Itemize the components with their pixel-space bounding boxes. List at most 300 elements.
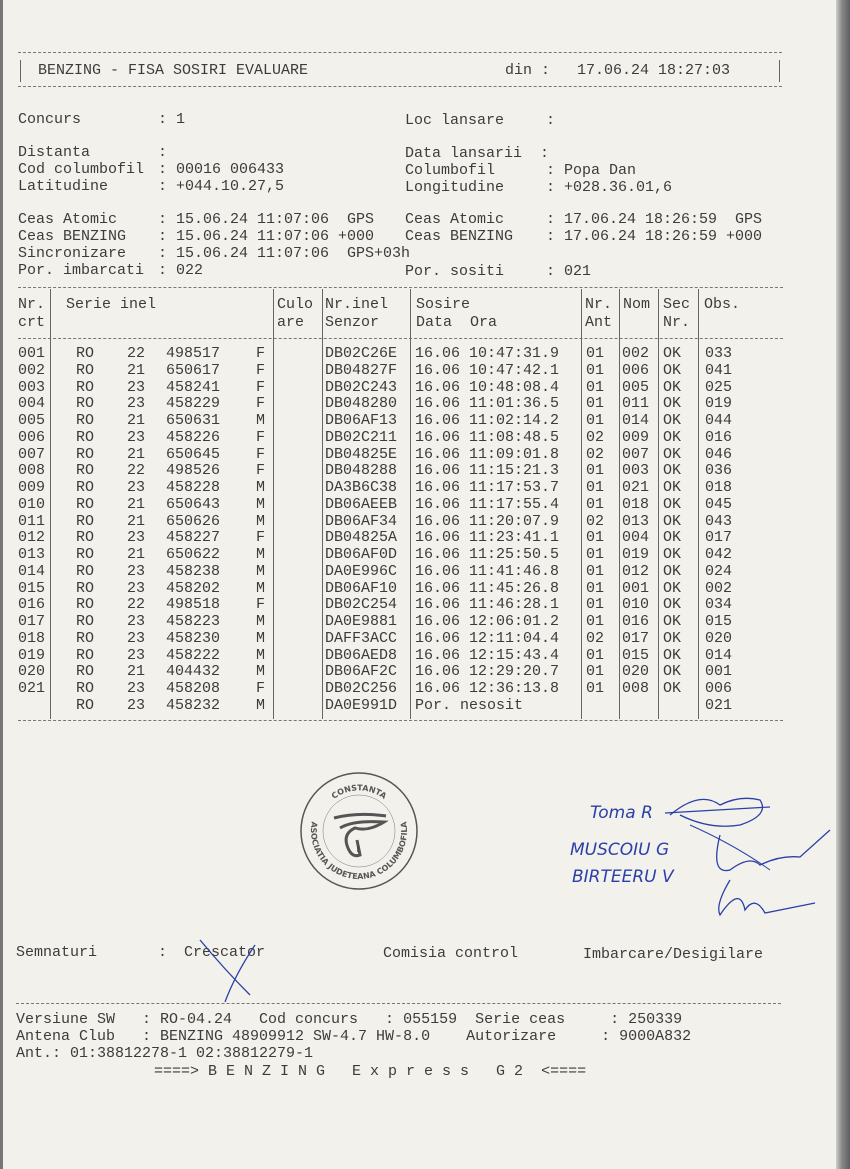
cell-sex: M bbox=[256, 646, 266, 664]
cell-nr: 014 bbox=[18, 562, 46, 580]
cell-sosire: 16.06 11:20:07.9 bbox=[415, 512, 560, 530]
cell-sosire: 16.06 11:25:50.5 bbox=[415, 546, 560, 563]
table-row bbox=[0, 614, 836, 630]
cell-nr: 009 bbox=[18, 479, 46, 496]
cell-sosire: 16.06 11:15:21.3 bbox=[415, 462, 560, 480]
cell-inel: 458223 bbox=[166, 613, 221, 630]
cell-senzor: DB06AEEB bbox=[325, 495, 398, 513]
cell-inel: 650631 bbox=[166, 412, 221, 429]
ceas-atomic-start-value: : 15.06.24 11:07:06 GPS bbox=[158, 211, 375, 228]
cell-tara: RO bbox=[76, 596, 95, 614]
cell-tara: RO bbox=[76, 495, 95, 513]
header-sosire: Sosire bbox=[416, 296, 471, 313]
cell-ant: 02 bbox=[586, 445, 605, 463]
cell-nom: 009 bbox=[622, 428, 650, 446]
cell-sec: OK bbox=[663, 646, 682, 664]
cell-nr: 005 bbox=[18, 412, 46, 429]
table-row bbox=[0, 514, 836, 530]
cell-nom: 011 bbox=[622, 395, 650, 413]
cell-senzor: DB048280 bbox=[325, 395, 398, 413]
loc-lansare-label: Loc lansare bbox=[405, 112, 505, 129]
table-row bbox=[0, 363, 836, 379]
footer-antena: Antena Club : BENZING 48909912 SW-4.7 HW-8.0 Autorizare : 9000A832 bbox=[16, 1028, 692, 1045]
header-senzor: Senzor bbox=[325, 314, 380, 331]
signature-name-1: Toma R bbox=[590, 803, 653, 823]
stamp-top-text: CONSTANTA bbox=[329, 783, 389, 801]
cod-columbofil-value: : 00016 006433 bbox=[158, 161, 285, 178]
cell-sex: M bbox=[256, 696, 266, 714]
scan-edge-right bbox=[836, 0, 850, 1169]
cell-an: 23 bbox=[127, 579, 146, 597]
cell-nom: 002 bbox=[622, 345, 650, 362]
header-border-top bbox=[18, 52, 782, 53]
footer-versiune: Versiune SW : RO-04.24 Cod concurs : 055159 Serie ceas : 250339 bbox=[16, 1011, 683, 1028]
cell-nr: 012 bbox=[18, 529, 46, 547]
cell-an: 21 bbox=[127, 512, 146, 530]
cell-an: 21 bbox=[127, 546, 146, 563]
cell-ant: 01 bbox=[586, 462, 605, 480]
table-header-divider bbox=[18, 338, 783, 339]
cell-sex: F bbox=[256, 462, 266, 480]
cell-an: 21 bbox=[127, 361, 146, 379]
cell-ant: 01 bbox=[586, 495, 605, 513]
cell-sec: OK bbox=[663, 579, 682, 597]
cell-senzor: DA3B6C38 bbox=[325, 479, 398, 496]
ceas-benzing-end-label: Ceas BENZING bbox=[405, 228, 514, 245]
cell-inel: 458227 bbox=[166, 529, 221, 547]
cell-obs: 002 bbox=[705, 579, 733, 597]
cell-sosire: 16.06 12:15:43.4 bbox=[415, 646, 560, 664]
print-date-label: din : bbox=[505, 62, 551, 79]
cell-sosire: 16.06 10:47:31.9 bbox=[415, 345, 560, 362]
columbofil-value: : Popa Dan bbox=[546, 162, 637, 179]
header-ant: Ant bbox=[585, 314, 613, 331]
cell-nr: 006 bbox=[18, 428, 46, 446]
ceas-benzing-end-value: : 17.06.24 18:26:59 +000 bbox=[546, 228, 763, 245]
cell-nom: 010 bbox=[622, 596, 650, 614]
semnaturi-label: Semnaturi bbox=[16, 944, 98, 961]
cell-sec: OK bbox=[663, 629, 682, 647]
cell-nom: 003 bbox=[622, 462, 650, 480]
cell-sosire: 16.06 11:46:28.1 bbox=[415, 596, 560, 614]
cell-inel: 498517 bbox=[166, 345, 221, 362]
ceas-benzing-start-label: Ceas BENZING bbox=[18, 228, 127, 245]
cell-sec: OK bbox=[663, 529, 682, 547]
comisia-control-label: Comisia control bbox=[383, 945, 519, 962]
cell-inel: 650645 bbox=[166, 445, 221, 463]
cell-ant: 01 bbox=[586, 361, 605, 379]
cell-sex: F bbox=[256, 345, 266, 362]
cell-ant: 01 bbox=[586, 663, 605, 681]
cell-sosire: 16.06 11:02:14.2 bbox=[415, 412, 560, 429]
cell-sex: M bbox=[256, 495, 266, 513]
cell-inel: 458202 bbox=[166, 579, 221, 597]
header-data-ora: Data Ora bbox=[416, 314, 498, 331]
cell-an: 23 bbox=[127, 562, 146, 580]
cell-tara: RO bbox=[76, 562, 95, 580]
cell-sec: OK bbox=[663, 445, 682, 463]
cell-tara: RO bbox=[76, 646, 95, 664]
sincronizare-value: : 15.06.24 11:07:06 GPS+03h bbox=[158, 245, 411, 262]
crescator-label: Crescator bbox=[184, 944, 266, 961]
header-sec-nr: Nr. bbox=[663, 314, 691, 331]
signature-scribbles bbox=[570, 785, 840, 935]
footer-divider bbox=[16, 1003, 781, 1004]
cell-obs: 043 bbox=[705, 512, 733, 530]
cell-tara: RO bbox=[76, 629, 95, 647]
svg-text:CONSTANTA bbox=[330, 783, 389, 801]
cell-ant: 01 bbox=[586, 546, 605, 563]
cell-obs: 014 bbox=[705, 646, 733, 664]
cell-nom: 014 bbox=[622, 412, 650, 429]
cell-sex: F bbox=[256, 596, 266, 614]
data-lansarii-label: Data lansarii bbox=[405, 145, 523, 162]
cell-sosire: 16.06 12:11:04.4 bbox=[415, 629, 560, 647]
cell-sec: OK bbox=[663, 663, 682, 681]
cell-an: 23 bbox=[127, 479, 146, 496]
table-row bbox=[0, 380, 836, 396]
table-row bbox=[0, 463, 836, 479]
cell-sosire: 16.06 11:17:55.4 bbox=[415, 495, 560, 513]
cell-an: 23 bbox=[127, 629, 146, 647]
cell-an: 23 bbox=[127, 646, 146, 664]
cell-an: 23 bbox=[127, 696, 146, 714]
signature-name-2: MUSCOIU G bbox=[570, 840, 670, 860]
cell-sosire: 16.06 11:01:36.5 bbox=[415, 395, 560, 413]
cell-tara: RO bbox=[76, 428, 95, 446]
table-row bbox=[0, 664, 836, 680]
distanta-label: Distanta bbox=[18, 144, 91, 161]
cell-obs: 042 bbox=[705, 546, 733, 563]
cell-sosire: 16.06 12:29:20.7 bbox=[415, 663, 560, 681]
cell-sec: OK bbox=[663, 378, 682, 396]
longitudine-label: Longitudine bbox=[405, 179, 505, 196]
longitudine-value: : +028.36.01,6 bbox=[546, 179, 673, 196]
cell-nom: 001 bbox=[622, 579, 650, 597]
cell-ant: 02 bbox=[586, 629, 605, 647]
cell-nom: 017 bbox=[622, 629, 650, 647]
sincronizare-label: Sincronizare bbox=[18, 245, 127, 262]
cell-an: 21 bbox=[127, 495, 146, 513]
cell-sosire: 16.06 10:47:42.1 bbox=[415, 361, 560, 379]
cell-obs: 034 bbox=[705, 596, 733, 614]
cell-ant: 01 bbox=[586, 579, 605, 597]
cell-sex: F bbox=[256, 361, 266, 379]
cell-nr: 011 bbox=[18, 512, 46, 530]
cell-nr: 007 bbox=[18, 445, 46, 463]
cell-sec: OK bbox=[663, 613, 682, 630]
imbarcare-label: Imbarcare/Desigilare bbox=[583, 946, 764, 963]
cell-an: 23 bbox=[127, 428, 146, 446]
cell-ant: 01 bbox=[586, 378, 605, 396]
cell-sosire: 16.06 11:17:53.7 bbox=[415, 479, 560, 496]
cell-sec: OK bbox=[663, 361, 682, 379]
cell-nr: 001 bbox=[18, 345, 46, 362]
cell-ant: 01 bbox=[586, 345, 605, 362]
cell-sec: OK bbox=[663, 345, 682, 362]
commission-signatures bbox=[570, 785, 840, 935]
latitudine-value: : +044.10.27,5 bbox=[158, 178, 285, 195]
cell-sec: OK bbox=[663, 479, 682, 496]
cell-senzor: DB02C26E bbox=[325, 345, 398, 362]
cell-tara: RO bbox=[76, 529, 95, 547]
distanta-value: : bbox=[158, 144, 168, 161]
concurs-value: : 1 bbox=[158, 111, 186, 128]
cell-inel: 650643 bbox=[166, 495, 221, 513]
cell-nr: 018 bbox=[18, 629, 46, 647]
cell-an: 23 bbox=[127, 680, 146, 697]
cell-tara: RO bbox=[76, 361, 95, 379]
cell-sec: OK bbox=[663, 546, 682, 563]
cell-tara: RO bbox=[76, 462, 95, 480]
cell-senzor: DB04825A bbox=[325, 529, 398, 547]
header-nr-inel: Nr.inel bbox=[325, 296, 389, 313]
cell-sex: M bbox=[256, 663, 266, 681]
cell-sex: M bbox=[256, 412, 266, 429]
cell-tara: RO bbox=[76, 345, 95, 362]
cell-tara: RO bbox=[76, 696, 95, 714]
table-border-top bbox=[18, 287, 783, 288]
cell-an: 21 bbox=[127, 663, 146, 681]
cell-senzor: DB06AF10 bbox=[325, 579, 398, 597]
cell-sex: M bbox=[256, 629, 266, 647]
cell-nr: 002 bbox=[18, 361, 46, 379]
cell-inel: 458238 bbox=[166, 562, 221, 580]
cell-sec: OK bbox=[663, 412, 682, 429]
cell-nom: 013 bbox=[622, 512, 650, 530]
cell-sosire: 16.06 12:36:13.8 bbox=[415, 680, 560, 697]
cell-inel: 458229 bbox=[166, 395, 221, 413]
cell-inel: 650626 bbox=[166, 512, 221, 530]
cell-nom: 016 bbox=[622, 613, 650, 630]
cell-senzor: DB048288 bbox=[325, 462, 398, 480]
cell-an: 22 bbox=[127, 596, 146, 614]
cell-nr: 004 bbox=[18, 395, 46, 413]
cell-an: 23 bbox=[127, 378, 146, 396]
table-row bbox=[0, 698, 836, 714]
cell-obs: 001 bbox=[705, 663, 733, 681]
cell-ant: 02 bbox=[586, 428, 605, 446]
cell-senzor: DA0E9881 bbox=[325, 613, 398, 630]
cell-nr: 019 bbox=[18, 646, 46, 664]
cell-obs: 046 bbox=[705, 445, 733, 463]
cell-senzor: DB06AF13 bbox=[325, 412, 398, 429]
cell-sec: OK bbox=[663, 395, 682, 413]
cell-senzor: DA0E996C bbox=[325, 562, 398, 580]
footer-brand: ====> B E N Z I N G E x p r e s s G 2 <==== bbox=[154, 1063, 587, 1080]
cell-sec: OK bbox=[663, 428, 682, 446]
cell-ant: 01 bbox=[586, 562, 605, 580]
cell-obs: 033 bbox=[705, 345, 733, 362]
cell-obs: 020 bbox=[705, 629, 733, 647]
footer-ant: Ant.: 01:38812278-1 02:38812279-1 bbox=[16, 1045, 314, 1062]
header-culo: Culo bbox=[277, 296, 314, 313]
cell-nom: 018 bbox=[622, 495, 650, 513]
cell-an: 23 bbox=[127, 395, 146, 413]
cell-inel: 458208 bbox=[166, 680, 221, 697]
cell-sosire: Por. nesosit bbox=[415, 696, 524, 714]
table-row bbox=[0, 346, 836, 362]
cell-nr: 017 bbox=[18, 613, 46, 630]
header-sec: Sec bbox=[663, 296, 691, 313]
cell-nom: 015 bbox=[622, 646, 650, 664]
cell-nom: 012 bbox=[622, 562, 650, 580]
cell-inel: 404432 bbox=[166, 663, 221, 681]
cell-senzor: DA0E991D bbox=[325, 696, 398, 714]
header-crt: crt bbox=[18, 314, 46, 331]
cell-senzor: DB02C243 bbox=[325, 378, 398, 396]
table-row bbox=[0, 547, 836, 563]
cell-ant: 01 bbox=[586, 479, 605, 496]
table-row bbox=[0, 430, 836, 446]
cell-nom: 007 bbox=[622, 445, 650, 463]
cell-an: 23 bbox=[127, 613, 146, 630]
header-border-bottom bbox=[18, 86, 782, 87]
cell-sosire: 16.06 11:23:41.1 bbox=[415, 529, 560, 547]
table-row bbox=[0, 564, 836, 580]
ceas-benzing-start-value: : 15.06.24 11:07:06 +000 bbox=[158, 228, 375, 245]
cell-senzor: DB04825E bbox=[325, 445, 398, 463]
ceas-atomic-end-value: : 17.06.24 18:26:59 GPS bbox=[546, 211, 763, 228]
cell-sosire: 16.06 11:41:46.8 bbox=[415, 562, 560, 580]
cell-ant: 01 bbox=[586, 596, 605, 614]
header-border-left bbox=[20, 60, 21, 82]
cell-an: 22 bbox=[127, 345, 146, 362]
cell-sec: OK bbox=[663, 462, 682, 480]
header-nr-ant: Nr. bbox=[585, 296, 613, 313]
cell-an: 21 bbox=[127, 445, 146, 463]
cell-inel: 458241 bbox=[166, 378, 221, 396]
cell-sex: M bbox=[256, 512, 266, 530]
cell-ant: 01 bbox=[586, 613, 605, 630]
cell-tara: RO bbox=[76, 680, 95, 697]
cell-an: 21 bbox=[127, 412, 146, 429]
header-are: are bbox=[277, 314, 305, 331]
cell-obs: 045 bbox=[705, 495, 733, 513]
cell-ant: 01 bbox=[586, 395, 605, 413]
ceas-atomic-end-label: Ceas Atomic bbox=[405, 211, 505, 228]
cell-inel: 650617 bbox=[166, 361, 221, 379]
cell-an: 23 bbox=[127, 529, 146, 547]
cell-sex: F bbox=[256, 680, 266, 697]
cell-sosire: 16.06 10:48:08.4 bbox=[415, 378, 560, 396]
cell-obs: 041 bbox=[705, 361, 733, 379]
cell-nr: 015 bbox=[18, 579, 46, 597]
cell-tara: RO bbox=[76, 479, 95, 496]
cell-inel: 498518 bbox=[166, 596, 221, 614]
cod-columbofil-label: Cod columbofil bbox=[18, 161, 145, 178]
cell-ant: 01 bbox=[586, 680, 605, 697]
table-row bbox=[0, 597, 836, 613]
cell-sec: OK bbox=[663, 562, 682, 580]
cell-nom: 020 bbox=[622, 663, 650, 681]
cell-senzor: DB02C256 bbox=[325, 680, 398, 697]
cell-obs: 021 bbox=[705, 696, 733, 714]
document-title: BENZING - FISA SOSIRI EVALUARE bbox=[38, 62, 309, 79]
cell-nr: 016 bbox=[18, 596, 46, 614]
cell-nr: 008 bbox=[18, 462, 46, 480]
loc-lansare-value: : bbox=[546, 112, 556, 129]
cell-tara: RO bbox=[76, 512, 95, 530]
cell-sex: M bbox=[256, 613, 266, 630]
cell-obs: 025 bbox=[705, 378, 733, 396]
cell-obs: 036 bbox=[705, 462, 733, 480]
header-obs: Obs. bbox=[704, 296, 741, 313]
cell-ant: 02 bbox=[586, 512, 605, 530]
table-border-bottom bbox=[18, 720, 783, 721]
table-row bbox=[0, 480, 836, 496]
print-date-value: 17.06.24 18:27:03 bbox=[577, 62, 731, 79]
por-imbarcati-value: : 022 bbox=[158, 262, 204, 279]
cell-sex: F bbox=[256, 445, 266, 463]
cell-sex: M bbox=[256, 479, 266, 496]
cell-sosire: 16.06 12:06:01.2 bbox=[415, 613, 560, 630]
semnaturi-colon: : bbox=[158, 944, 168, 961]
cell-senzor: DB06AF2C bbox=[325, 663, 398, 681]
cell-senzor: DB06AF0D bbox=[325, 546, 398, 563]
cell-nr: 021 bbox=[18, 680, 46, 697]
table-row bbox=[0, 396, 836, 412]
cell-sex: F bbox=[256, 395, 266, 413]
cell-inel: 498526 bbox=[166, 462, 221, 480]
table-row bbox=[0, 413, 836, 429]
cell-obs: 018 bbox=[705, 479, 733, 496]
por-sositi-value: : 021 bbox=[546, 263, 592, 280]
cell-senzor: DB06AED8 bbox=[325, 646, 398, 664]
header-nom: Nom bbox=[623, 296, 651, 313]
cell-nom: 004 bbox=[622, 529, 650, 547]
table-row bbox=[0, 581, 836, 597]
cell-inel: 458232 bbox=[166, 696, 221, 714]
ceas-atomic-start-label: Ceas Atomic bbox=[18, 211, 118, 228]
cell-tara: RO bbox=[76, 412, 95, 429]
table-row bbox=[0, 530, 836, 546]
cell-senzor: DB02C254 bbox=[325, 596, 398, 614]
cell-nr: 020 bbox=[18, 663, 46, 681]
cell-sosire: 16.06 11:08:48.5 bbox=[415, 428, 560, 446]
cell-sex: F bbox=[256, 529, 266, 547]
cell-obs: 019 bbox=[705, 395, 733, 413]
cell-sec: OK bbox=[663, 680, 682, 697]
por-sositi-label: Por. sositi bbox=[405, 263, 505, 280]
cell-senzor: DB06AF34 bbox=[325, 512, 398, 530]
table-row bbox=[0, 497, 836, 513]
cell-obs: 016 bbox=[705, 428, 733, 446]
cell-nom: 006 bbox=[622, 361, 650, 379]
cell-nr: 013 bbox=[18, 546, 46, 563]
cell-obs: 006 bbox=[705, 680, 733, 697]
club-stamp bbox=[298, 770, 420, 892]
cell-sex: M bbox=[256, 562, 266, 580]
cell-ant: 01 bbox=[586, 412, 605, 429]
cell-sex: M bbox=[256, 546, 266, 563]
cell-inel: 458226 bbox=[166, 428, 221, 446]
header-serie-inel: Serie inel bbox=[66, 296, 157, 313]
data-lansarii-value: : bbox=[540, 145, 550, 162]
cell-senzor: DAFF3ACC bbox=[325, 629, 398, 647]
cell-nom: 019 bbox=[622, 546, 650, 563]
cell-sex: F bbox=[256, 428, 266, 446]
cell-senzor: DB04827F bbox=[325, 361, 398, 379]
cell-obs: 024 bbox=[705, 562, 733, 580]
cell-an: 22 bbox=[127, 462, 146, 480]
table-row bbox=[0, 631, 836, 647]
cell-nr: 003 bbox=[18, 378, 46, 396]
cell-inel: 458228 bbox=[166, 479, 221, 496]
cell-inel: 458222 bbox=[166, 646, 221, 664]
cell-tara: RO bbox=[76, 663, 95, 681]
table-row bbox=[0, 447, 836, 463]
